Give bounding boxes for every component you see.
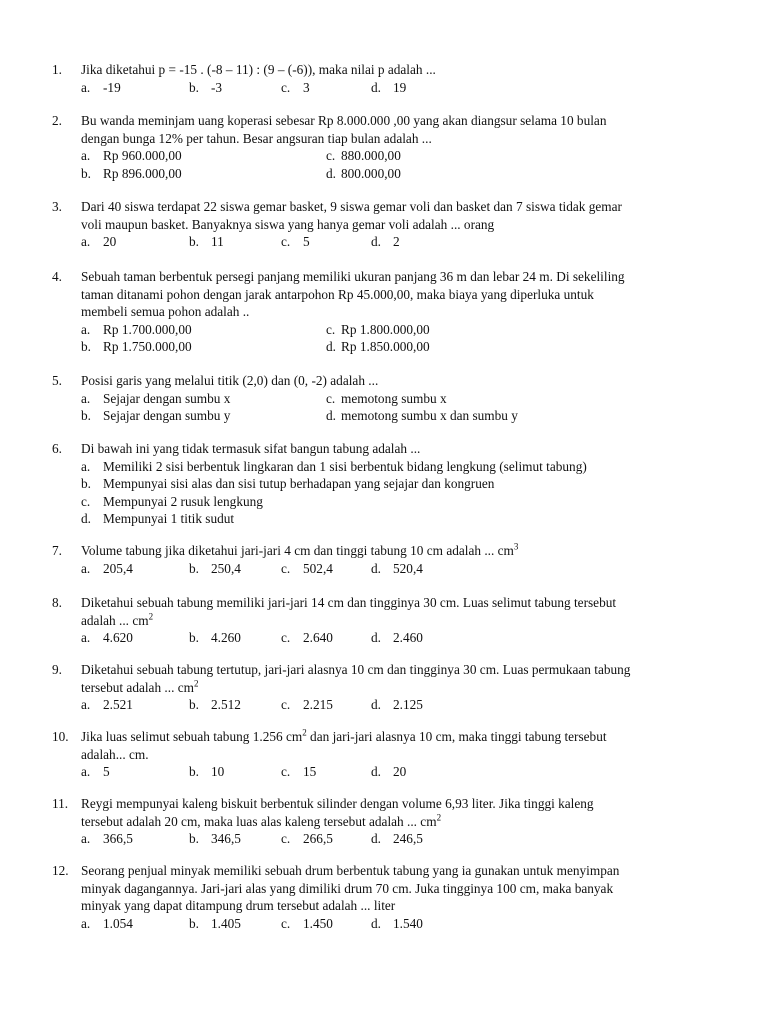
question-line bbox=[81, 198, 721, 216]
option-text: 2.512 bbox=[211, 697, 241, 712]
option-label: c. bbox=[326, 148, 336, 163]
question-number: 6. bbox=[52, 441, 62, 456]
option-label: b. bbox=[189, 79, 199, 95]
option-label: a. bbox=[81, 831, 91, 846]
question-stem bbox=[81, 862, 721, 915]
option-text: -19 bbox=[103, 79, 121, 95]
option-text: Rp 1.850.000,00 bbox=[341, 339, 430, 354]
question-line bbox=[81, 661, 721, 679]
question-line-text: tersebut adalah 20 cm, maka luas alas kaleng tersebut adalah ... cm bbox=[81, 813, 437, 829]
question-stem bbox=[81, 112, 721, 147]
superscript: 2 bbox=[148, 611, 154, 622]
question-line-text: Dari 40 siswa terdapat 22 siswa gemar basket, 9 siswa gemar voli dan basket dan 7 siswa tidak gemar bbox=[81, 199, 622, 214]
option-text: 4.260 bbox=[211, 630, 241, 645]
option-text: 19 bbox=[393, 79, 407, 95]
option-text: Mempunyai sisi alas dan sisi tutup berhadapan yang sejajar dan kongruen bbox=[103, 476, 495, 491]
question-stem bbox=[81, 198, 721, 233]
option-label: d. bbox=[371, 764, 381, 779]
question-line bbox=[81, 795, 721, 813]
option-text: Memiliki 2 sisi berbentuk lingkaran dan 1 sisi berbentuk bidang lengkung (selimut tabung) bbox=[103, 458, 587, 474]
option-label: a. bbox=[81, 915, 91, 931]
option-text: 15 bbox=[303, 764, 317, 779]
question-line bbox=[81, 130, 721, 148]
question-line-text: Di bawah ini yang tidak termasuk sifat bangun tabung adalah ... bbox=[81, 441, 421, 456]
question-line-text: tersebut adalah ... cm bbox=[81, 679, 194, 695]
superscript: 2 bbox=[436, 812, 442, 823]
question-line-text: dengan bunga 12% per tahun. Besar angsuran tiap bulan adalah ... bbox=[81, 130, 432, 146]
question-line bbox=[81, 286, 721, 304]
question-line-text: Jika luas selimut sebuah tabung 1.256 cm bbox=[81, 729, 303, 744]
option-text: 11 bbox=[211, 234, 224, 249]
option-label: d. bbox=[326, 339, 336, 354]
question-line-text-continued: dan jari-jari alasnya 10 cm, maka tinggi tabung tersebut bbox=[306, 729, 607, 744]
option-text: memotong sumbu x bbox=[341, 390, 447, 406]
option-label: b. bbox=[189, 560, 199, 576]
question-stem bbox=[81, 661, 721, 696]
question-stem bbox=[81, 268, 721, 321]
option-text: Rp 1.750.000,00 bbox=[103, 339, 192, 354]
option-label: c. bbox=[326, 390, 336, 406]
question-line-text: adalah... cm. bbox=[81, 746, 149, 762]
option-label: c. bbox=[326, 321, 336, 337]
question-line bbox=[81, 440, 721, 458]
question-number: 4. bbox=[52, 269, 62, 284]
question-stem bbox=[81, 728, 721, 763]
question-stem bbox=[81, 795, 721, 830]
question-line-text: Volume tabung jika diketahui jari-jari 4 cm dan tinggi tabung 10 cm adalah ... cm bbox=[81, 543, 514, 558]
question-line bbox=[81, 679, 721, 697]
question-number: 8. bbox=[52, 595, 62, 610]
option-text: 520,4 bbox=[393, 560, 423, 576]
option-text: Rp 1.800.000,00 bbox=[341, 321, 430, 337]
option-label: b. bbox=[81, 165, 91, 181]
question-stem bbox=[81, 61, 721, 79]
option-text: 20 bbox=[393, 764, 407, 779]
option-label: d. bbox=[371, 630, 381, 645]
option-label: c. bbox=[281, 697, 291, 712]
option-text: 2.640 bbox=[303, 630, 333, 645]
question-line bbox=[81, 542, 721, 560]
option-label: a. bbox=[81, 697, 91, 712]
option-text: 1.054 bbox=[103, 915, 133, 931]
question-line bbox=[81, 303, 721, 321]
option-text: Rp 896.000,00 bbox=[103, 165, 182, 181]
option-label: c. bbox=[281, 915, 291, 931]
superscript: 3 bbox=[513, 541, 519, 552]
option-text: 1.540 bbox=[393, 915, 423, 931]
question-stem bbox=[81, 440, 721, 458]
question-line bbox=[81, 813, 721, 831]
question-line-text: Seorang penjual minyak memiliki sebuah drum berbentuk tabung yang ia gunakan untuk menyimpan bbox=[81, 863, 620, 878]
option-label: d. bbox=[371, 560, 381, 576]
question-line-text: minyak dagangannya. Jari-jari alas yang dimiliki drum 70 cm. Juka tingginya 100 cm, maka banyak bbox=[81, 880, 614, 896]
option-label: d. bbox=[371, 79, 381, 95]
option-label: d. bbox=[326, 165, 336, 181]
question-line-text: adalah ... cm bbox=[81, 612, 149, 628]
question-number: 1. bbox=[52, 62, 62, 77]
option-text: 800.000,00 bbox=[341, 165, 401, 181]
option-label: b. bbox=[81, 339, 91, 354]
option-text: 502,4 bbox=[303, 560, 333, 576]
question-number: 3. bbox=[52, 199, 62, 214]
option-text: 250,4 bbox=[211, 560, 241, 576]
option-label: a. bbox=[81, 764, 91, 779]
question-number: 5. bbox=[52, 373, 62, 388]
option-text: 266,5 bbox=[303, 831, 333, 846]
option-label: a. bbox=[81, 79, 91, 95]
option-label: d. bbox=[371, 697, 381, 712]
question-stem bbox=[81, 372, 721, 390]
option-label: c. bbox=[281, 831, 291, 846]
option-label: c. bbox=[81, 493, 91, 509]
question-number: 9. bbox=[52, 662, 62, 677]
question-number: 12. bbox=[52, 863, 69, 878]
question-line-text: Reygi mempunyai kaleng biskuit berbentuk silinder dengan volume 6,93 liter. Jika tinggi kaleng bbox=[81, 796, 594, 811]
option-label: b. bbox=[81, 408, 91, 423]
option-text: 346,5 bbox=[211, 831, 241, 846]
question-line bbox=[81, 612, 721, 630]
question-line bbox=[81, 61, 721, 79]
option-text: 246,5 bbox=[393, 831, 423, 846]
option-label: d. bbox=[371, 234, 381, 249]
option-label: d. bbox=[371, 831, 381, 846]
question-stem bbox=[81, 594, 721, 629]
question-line bbox=[81, 268, 721, 286]
option-label: b. bbox=[81, 476, 91, 491]
question-line-text: voli maupun basket. Banyaknya siswa yang hanya gemar voli adalah ... orang bbox=[81, 216, 495, 232]
question-line bbox=[81, 112, 721, 130]
question-number: 2. bbox=[52, 113, 62, 128]
option-label: d. bbox=[81, 511, 91, 526]
question-line-text: minyak yang dapat ditampung drum tersebut adalah ... liter bbox=[81, 898, 396, 913]
option-text: Mempunyai 1 titik sudut bbox=[103, 511, 235, 526]
option-label: a. bbox=[81, 148, 91, 163]
option-text: 5 bbox=[303, 234, 310, 249]
option-text: 4.620 bbox=[103, 630, 133, 645]
option-text: 2.460 bbox=[393, 630, 423, 645]
option-text: 2.521 bbox=[103, 697, 133, 712]
option-text: Mempunyai 2 rusuk lengkung bbox=[103, 493, 263, 509]
option-text: Sejajar dengan sumbu x bbox=[103, 390, 231, 406]
question-line-text: taman ditanami pohon dengan jarak antarpohon Rp 45.000,00, maka biaya yang diperluka untuk bbox=[81, 286, 594, 302]
option-label: b. bbox=[189, 630, 199, 645]
option-text: Sejajar dengan sumbu y bbox=[103, 408, 231, 423]
option-text: 366,5 bbox=[103, 831, 133, 846]
option-text: Rp 1.700.000,00 bbox=[103, 321, 192, 337]
option-text: 1.405 bbox=[211, 915, 241, 931]
question-line bbox=[81, 594, 721, 612]
option-text: 2.125 bbox=[393, 697, 423, 712]
question-line-text: Bu wanda meminjam uang koperasi sebesar Rp 8.000.000 ,00 yang akan diangsur selama 10 bulan bbox=[81, 113, 607, 128]
question-line-text: membeli semua pohon adalah .. bbox=[81, 304, 250, 319]
question-stem bbox=[81, 542, 721, 560]
option-text: Rp 960.000,00 bbox=[103, 148, 182, 163]
option-label: a. bbox=[81, 234, 91, 249]
option-label: c. bbox=[281, 79, 291, 95]
superscript: 2 bbox=[193, 678, 199, 689]
question-line bbox=[81, 897, 721, 915]
question-line-text: Diketahui sebuah tabung tertutup, jari-jari alasnya 10 cm dan tingginya 30 cm. Luas permukaan tabung bbox=[81, 662, 631, 677]
option-text: -3 bbox=[211, 79, 223, 95]
option-text: 2 bbox=[393, 234, 400, 249]
option-label: c. bbox=[281, 234, 291, 249]
option-label: b. bbox=[189, 697, 199, 712]
option-text: 205,4 bbox=[103, 560, 133, 576]
question-line bbox=[81, 746, 721, 764]
option-label: c. bbox=[281, 764, 291, 779]
question-line-text: Diketahui sebuah tabung memiliki jari-jari 14 cm dan tingginya 30 cm. Luas selimut tabung tersebut bbox=[81, 595, 617, 610]
option-label: a. bbox=[81, 560, 91, 576]
option-label: b. bbox=[189, 831, 199, 846]
question-number: 11. bbox=[52, 796, 69, 811]
question-line-text: Posisi garis yang melalui titik (2,0) dan (0, -2) adalah ... bbox=[81, 373, 379, 388]
option-text: 3 bbox=[303, 79, 310, 95]
option-text: 10 bbox=[211, 764, 225, 779]
question-number: 7. bbox=[52, 543, 62, 558]
option-label: b. bbox=[189, 915, 199, 931]
option-text: memotong sumbu x dan sumbu y bbox=[341, 408, 518, 423]
option-label: b. bbox=[189, 234, 199, 249]
option-label: a. bbox=[81, 390, 91, 406]
option-label: d. bbox=[326, 408, 336, 423]
question-number: 10. bbox=[52, 729, 69, 744]
option-label: b. bbox=[189, 764, 199, 779]
option-label: a. bbox=[81, 630, 91, 645]
superscript: 2 bbox=[302, 727, 307, 738]
question-line bbox=[81, 728, 721, 746]
option-label: a. bbox=[81, 321, 91, 337]
question-line bbox=[81, 880, 721, 898]
question-line bbox=[81, 372, 721, 390]
option-label: d. bbox=[371, 915, 381, 931]
question-line-text: Jika diketahui p = -15 . (-8 – 11) : (9 – (-6)), maka nilai p adalah ... bbox=[81, 62, 436, 77]
option-text: 1.450 bbox=[303, 915, 333, 931]
option-label: c. bbox=[281, 630, 291, 645]
question-line-text: Sebuah taman berbentuk persegi panjang memiliki ukuran panjang 36 m dan lebar 24 m. Di sekeliling bbox=[81, 269, 625, 284]
question-line bbox=[81, 862, 721, 880]
question-line bbox=[81, 216, 721, 234]
option-label: c. bbox=[281, 560, 291, 576]
option-text: 880.000,00 bbox=[341, 148, 401, 163]
option-text: 2.215 bbox=[303, 697, 333, 712]
option-label: a. bbox=[81, 458, 91, 474]
option-text: 5 bbox=[103, 764, 110, 779]
option-text: 20 bbox=[103, 234, 117, 249]
